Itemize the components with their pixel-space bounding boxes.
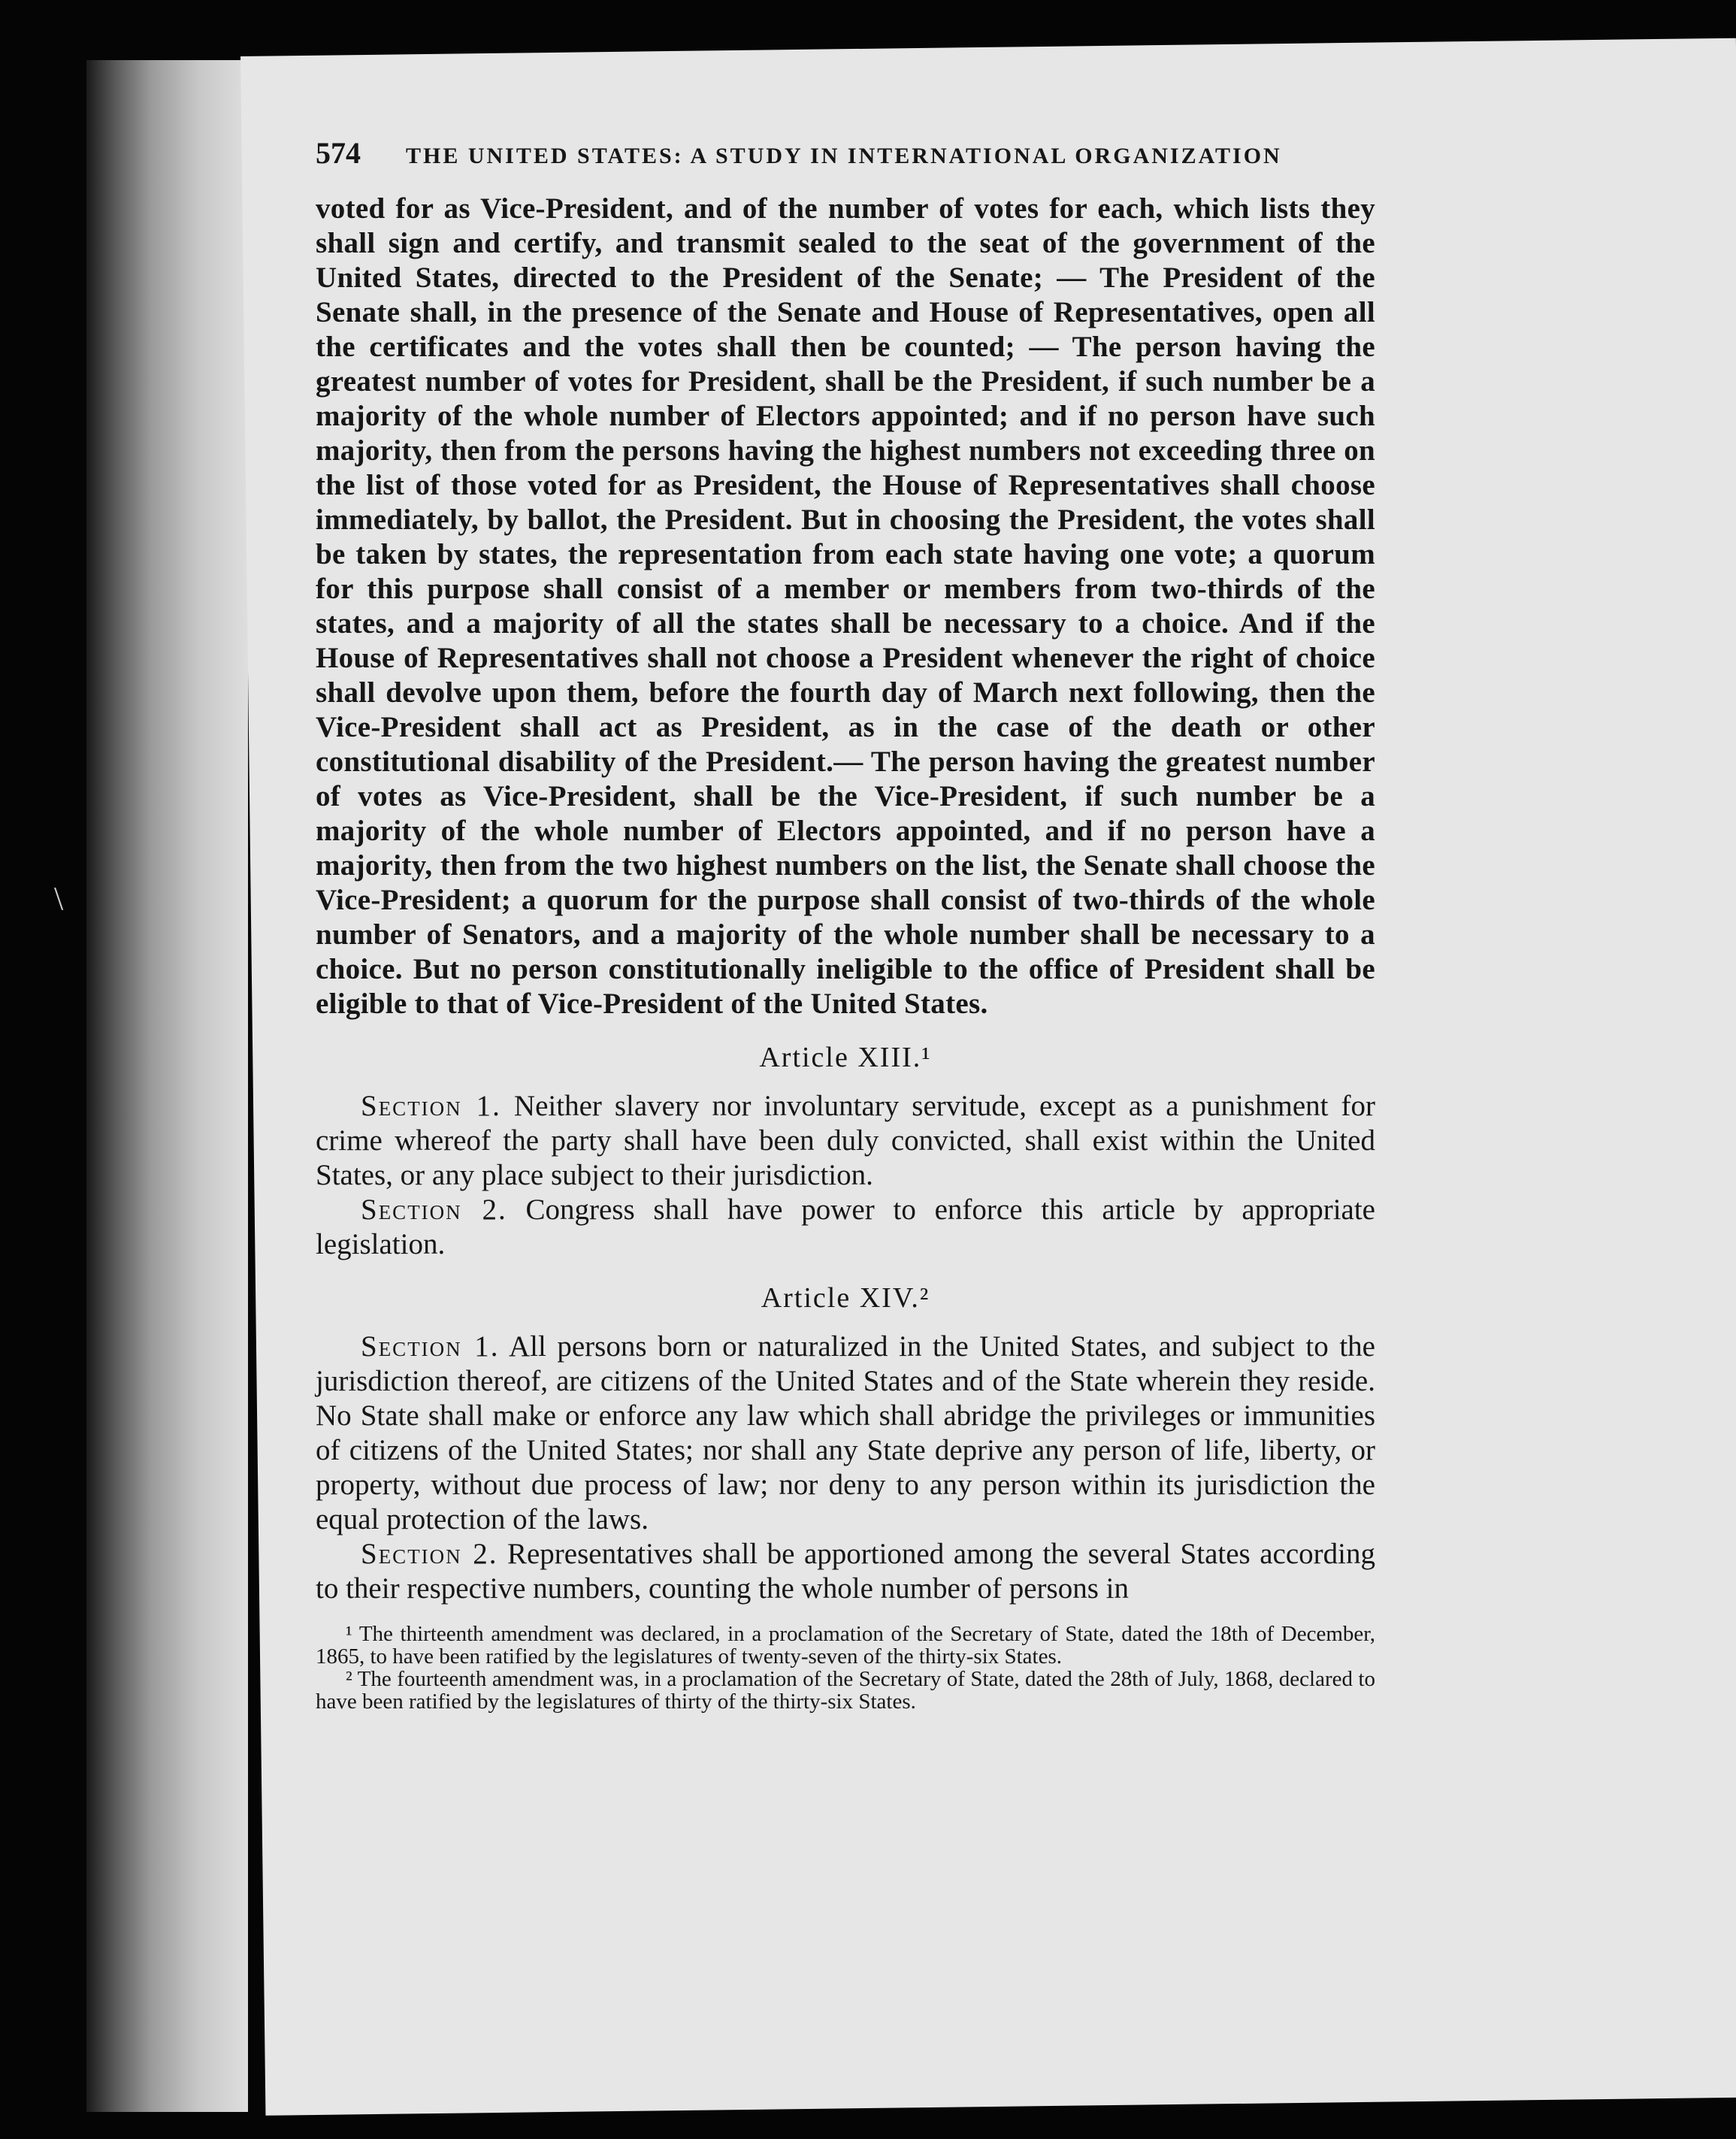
article-heading: Article XIV.²: [761, 1282, 930, 1314]
section-label: Section 2.: [361, 1538, 498, 1570]
section-text: Congress shall have power to enforce this article by appropriate legislation.: [316, 1194, 1375, 1260]
section-label: Section 1.: [361, 1330, 500, 1363]
page-number: 574: [316, 136, 361, 170]
margin-mark: \: [54, 880, 64, 917]
footnote: ¹ The thirteenth amendment was declared, in a proclamation of the Secretary of State, dated the 18th of December, 1865, to have been ratified by the legislatures of twenty-seven of the thirty-six States.: [316, 1622, 1375, 1669]
section-paragraph: [316, 1193, 1375, 1262]
book-page-edge: [86, 60, 248, 2112]
section-text: Neither slavery nor involuntary servitude, except as a punishment for crime whereof the party shall have been duly convicted, shall exist within the United States, or any place subject to their jurisdiction.: [316, 1090, 1375, 1191]
section-paragraph: [316, 1330, 1375, 1537]
section-paragraph: [316, 1089, 1375, 1193]
section-paragraph: [316, 1537, 1375, 1606]
section-text: All persons born or naturalized in the United States, and subject to the jurisdiction thereof, are citizens of the United States and of the State wherein they reside. No State shall make or enforce any law which shall abridge the privileges or immunities of citizens of the United States; nor shall any State deprive any person of life, liberty, or property, without due process of law; nor deny to any person within its jurisdiction the equal protection of the laws.: [316, 1330, 1375, 1535]
running-title: THE UNITED STATES: A STUDY IN INTERNATIONAL ORGANIZATION: [406, 144, 1282, 168]
footnote: ² The fourteenth amendment was, in a proclamation of the Secretary of State, dated the 28th of July, 1868, declared to have been ratified by the legislatures of thirty of the thirty-six States.: [316, 1667, 1375, 1714]
page-text: [316, 135, 1375, 1713]
section-label: Section 2.: [361, 1194, 507, 1226]
section-text: Representatives shall be apportioned among the several States according to their respective numbers, counting the whole number of persons in: [316, 1538, 1375, 1605]
footnotes: [316, 1623, 1375, 1713]
article-heading: Article XIII.¹: [759, 1042, 932, 1073]
running-head: [316, 135, 1375, 171]
body-paragraph: voted for as Vice-President, and of the number of votes for each, which lists they shall sign and certify, and transmit sealed to the seat of the government of the United States, directed to the President of the Senate; — The President of the Senate shall, in the presence of the Senate and House of Representatives, open all the certificates and the votes shall then be counted; — The person having the greatest number of votes for President, shall be the President, if such number be a majority of the whole number of Electors appointed; and if no person have such majority, then from the persons having the highest numbers not exceeding three on the list of those voted for as President, the House of Representatives shall choose immediately, by ballot, the President. But in choosing the President, the votes shall be taken by states, the representation from each state having one vote; a quorum for this purpose shall consist of a member or members from two-thirds of the states, and a majority of all the states shall be necessary to a choice. And if the House of Representatives shall not choose a President whenever the right of choice shall devolve upon them, before the fourth day of March next following, then the Vice-President shall act as President, as in the case of the death or other constitutional disability of the President.— The person having the greatest number of votes as Vice-President, shall be the Vice-President, if such number be a majority of the whole number of Electors appointed, and if no person have a majority, then from the two highest numbers on the list, the Senate shall choose the Vice-President; a quorum for the purpose shall consist of two-thirds of the whole number of Senators, and a majority of the whole number shall be necessary to a choice. But no person constitutionally ineligible to the office of President shall be eligible to that of Vice-President of the United States.: [316, 192, 1375, 1020]
section-label: Section 1.: [361, 1090, 501, 1122]
